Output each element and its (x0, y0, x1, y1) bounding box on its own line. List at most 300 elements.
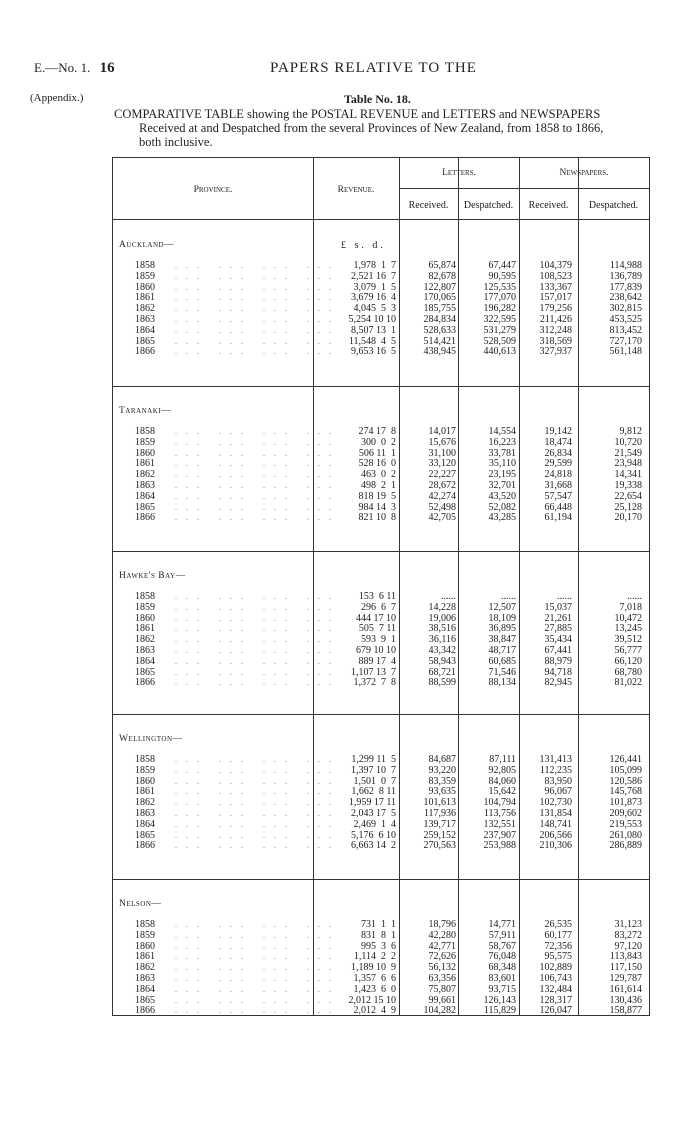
table-number: Table No. 18. (344, 92, 411, 106)
revenue-cell: 1,397 10 7 (351, 764, 396, 776)
letters-despatched-cell: 43,520 (488, 490, 516, 502)
letters-despatched-cell: 16,223 (488, 436, 516, 448)
news-received-cell: 133,367 (539, 281, 572, 293)
letters-received-cell: 14,017 (428, 426, 456, 437)
year-cell: 1858 (135, 260, 155, 271)
letters-despatched-cell: 32,701 (488, 480, 516, 491)
letters-received-cell: 15,676 (428, 436, 456, 448)
letters-despatched-cell: 87,111 (489, 754, 516, 765)
letters-despatched-cell: 528,509 (483, 335, 516, 347)
revenue-cell: 463 0 2 (361, 469, 396, 481)
news-despatched-cell: 105,099 (609, 764, 642, 776)
leader-dots: ... ... ... ... (175, 437, 340, 447)
news-despatched-cell: 13,245 (614, 623, 642, 635)
news-received-cell: 82,945 (544, 677, 572, 689)
letters-despatched-cell: 92,805 (488, 764, 516, 776)
news-despatched-cell: 126,441 (609, 754, 642, 765)
letters-despatched-cell: 14,554 (488, 426, 516, 437)
leader-dots: ... ... ... ... (175, 819, 340, 829)
revenue-cell: 3,679 16 4 (351, 292, 396, 304)
news-received-cell: 132,484 (539, 983, 572, 995)
leader-dots: ... ... ... ... (175, 1006, 340, 1016)
table-row (113, 603, 649, 614)
letters-received-cell: 84,687 (428, 754, 456, 765)
letters-received-cell: 93,220 (428, 764, 456, 776)
year-cell: 1861 (135, 786, 155, 798)
letters-despatched-cell: 115,829 (483, 1005, 516, 1017)
year-cell: 1866 (135, 512, 155, 524)
news-despatched-cell: 302,815 (609, 303, 642, 315)
leader-dots: ... ... ... ... (175, 635, 340, 645)
news-despatched-cell: 113,843 (609, 951, 642, 963)
letters-received-cell: 63,356 (428, 973, 456, 984)
table-row (113, 678, 649, 689)
letters-despatched-cell: 57,911 (488, 929, 516, 941)
letters-despatched-cell: 531,279 (483, 324, 516, 336)
letters-received-cell: 14,228 (428, 601, 456, 613)
leader-dots: ... ... ... ... (175, 974, 340, 983)
revenue-cell: 1,423 6 0 (353, 983, 396, 995)
news-despatched-cell: 727,170 (609, 335, 642, 347)
letters-received-cell: 38,516 (428, 623, 456, 635)
province-name: Auckland— (119, 240, 175, 250)
news-received-cell: 19,142 (544, 426, 572, 437)
news-received-cell: 102,730 (539, 797, 572, 809)
doc-ref: E.—No. 1. (34, 60, 91, 75)
caption-line-3: both inclusive. (139, 135, 213, 149)
year-cell: 1864 (135, 655, 155, 667)
news-received-cell: 106,743 (539, 973, 572, 984)
letters-despatched-cell: 322,595 (483, 314, 516, 325)
letters-received-cell: 170,065 (423, 292, 456, 304)
header-letters-received: Received. (408, 200, 449, 211)
letters-despatched-cell: 90,595 (488, 270, 516, 282)
news-despatched-cell: 114,988 (609, 260, 642, 271)
letters-despatched-cell: 237,907 (483, 829, 516, 841)
year-cell: 1866 (135, 840, 155, 852)
revenue-cell: 831 8 1 (361, 929, 396, 941)
letters-received-cell: 58,943 (428, 655, 456, 667)
news-received-cell: 35,434 (544, 634, 572, 646)
year-cell: 1861 (135, 458, 155, 470)
letters-received-cell: 72,626 (428, 951, 456, 963)
revenue-cell: 444 17 10 (356, 612, 396, 624)
leader-dots: ... ... ... ... (175, 830, 340, 840)
leader-dots: ... ... ... ... (175, 271, 340, 281)
year-cell: 1859 (135, 270, 155, 282)
revenue-cell: 2,043 17 5 (351, 808, 396, 819)
news-despatched-cell: 10,720 (614, 436, 642, 448)
leader-dots: ... ... ... ... (175, 776, 340, 786)
year-cell: 1864 (135, 818, 155, 830)
news-received-cell: 148,741 (539, 818, 572, 830)
letters-received-cell: 93,635 (428, 786, 456, 798)
leader-dots: ... ... ... ... (175, 602, 340, 612)
year-cell: 1862 (135, 303, 155, 315)
letters-despatched-cell: 76,048 (488, 951, 516, 963)
revenue-cell: 8,507 13 1 (351, 324, 396, 336)
revenue-cell: 2,012 4 9 (353, 1005, 396, 1017)
year-cell: 1860 (135, 612, 155, 624)
rule-header-bottom (113, 219, 649, 220)
letters-despatched-cell: 36,895 (488, 623, 516, 635)
letters-received-cell: 42,274 (428, 490, 456, 502)
letters-received-cell: 42,771 (428, 940, 456, 952)
letters-despatched-cell: 33,781 (488, 447, 516, 459)
revenue-cell: 1,299 11 5 (351, 754, 396, 765)
letters-despatched-cell: 196,282 (483, 303, 516, 315)
letters-received-cell: 56,132 (428, 962, 456, 974)
revenue-cell: 1,662 8 11 (351, 786, 396, 798)
news-received-cell: 318,569 (539, 335, 572, 347)
province-name: Wellington— (119, 734, 183, 744)
news-received-cell: 60,177 (544, 929, 572, 941)
revenue-cell: 1,189 10 9 (351, 962, 396, 974)
leader-dots: ... ... ... ... (175, 656, 340, 666)
doc-reference (34, 60, 115, 77)
year-cell: 1859 (135, 436, 155, 448)
news-despatched-cell: 161,614 (609, 983, 642, 995)
table-row (113, 347, 649, 358)
letters-despatched-cell: 104,794 (483, 797, 516, 809)
news-received-cell: 31,668 (544, 480, 572, 491)
news-despatched-cell: 56,777 (614, 645, 642, 656)
revenue-cell: 5,254 10 10 (348, 314, 396, 325)
year-cell: 1862 (135, 634, 155, 646)
year-cell: 1860 (135, 281, 155, 293)
news-despatched-cell: 177,839 (609, 281, 642, 293)
table-row (113, 1006, 649, 1017)
news-received-cell: 327,937 (539, 346, 572, 358)
news-despatched-cell: 25,128 (614, 501, 642, 513)
year-cell: 1860 (135, 775, 155, 787)
news-received-cell: 67,441 (544, 645, 572, 656)
year-cell: 1861 (135, 951, 155, 963)
revenue-cell: 889 17 4 (358, 655, 396, 667)
leader-dots: ... ... ... ... (175, 427, 340, 436)
leader-dots: ... ... ... ... (175, 809, 340, 818)
letters-despatched-cell: 35,110 (488, 458, 516, 470)
letters-received-cell: 82,678 (428, 270, 456, 282)
revenue-cell: 498 2 1 (361, 480, 396, 491)
year-cell: 1858 (135, 919, 155, 930)
letters-despatched-cell: 113,756 (483, 808, 516, 819)
news-despatched-cell: 120,586 (609, 775, 642, 787)
letters-received-cell: 22,227 (428, 469, 456, 481)
news-despatched-cell: 21,549 (614, 447, 642, 459)
news-despatched-cell: 31,123 (614, 919, 642, 930)
news-received-cell: 210,306 (539, 840, 572, 852)
units-label: £ s. d. (341, 240, 386, 251)
news-received-cell: 27,885 (544, 623, 572, 635)
appendix-label: (Appendix.) (30, 92, 84, 104)
leader-dots: ... ... ... ... (175, 336, 340, 346)
province-name: Nelson— (119, 899, 162, 909)
letters-received-cell: 99,661 (428, 994, 456, 1006)
leader-dots: ... ... ... ... (175, 613, 340, 623)
leader-dots: ... ... ... ... (175, 798, 340, 808)
running-title: PAPERS RELATIVE TO THE (270, 60, 477, 76)
news-despatched-cell: 9,812 (619, 426, 642, 437)
leader-dots: ... ... ... ... (175, 984, 340, 994)
letters-despatched-cell: 48,717 (488, 645, 516, 656)
year-cell: 1865 (135, 666, 155, 678)
year-cell: 1864 (135, 490, 155, 502)
letters-received-cell: 31,100 (428, 447, 456, 459)
year-cell: 1861 (135, 292, 155, 304)
rule-subheader (399, 188, 649, 189)
revenue-cell: 9,653 16 5 (351, 346, 396, 358)
news-received-cell: 29,599 (544, 458, 572, 470)
revenue-cell: 2,012 15 10 (348, 994, 396, 1006)
header-province: Province. (193, 185, 233, 195)
letters-despatched-cell: 440,613 (483, 346, 516, 358)
letters-despatched-cell: 15,642 (488, 786, 516, 798)
news-despatched-cell: 10,472 (614, 612, 642, 624)
letters-received-cell: 259,152 (423, 829, 456, 841)
letters-despatched-cell: 43,285 (488, 512, 516, 524)
letters-despatched-cell: 126,143 (483, 994, 516, 1006)
letters-despatched-cell: 67,447 (488, 260, 516, 271)
rule-section-3 (113, 714, 649, 715)
news-despatched-cell: ...... (627, 591, 642, 602)
letters-received-cell: 68,721 (428, 666, 456, 678)
revenue-cell: 1,959 17 11 (348, 797, 396, 809)
header-letters: Letters. (442, 168, 476, 178)
news-despatched-cell: 22,654 (614, 490, 642, 502)
news-despatched-cell: 7,018 (619, 601, 642, 613)
letters-received-cell: 101,613 (423, 797, 456, 809)
revenue-cell: 821 10 8 (358, 512, 396, 524)
letters-despatched-cell: 14,771 (488, 919, 516, 930)
leader-dots: ... ... ... ... (175, 470, 340, 480)
letters-received-cell: 19,006 (428, 612, 456, 624)
revenue-cell: 300 0 2 (361, 436, 396, 448)
letters-despatched-cell: 132,551 (483, 818, 516, 830)
letters-received-cell: 52,498 (428, 501, 456, 513)
leader-dots: ... ... ... ... (175, 448, 340, 458)
revenue-cell: 5,176 6 10 (351, 829, 396, 841)
letters-despatched-cell: 18,109 (488, 612, 516, 624)
letters-despatched-cell: 93,715 (488, 983, 516, 995)
news-despatched-cell: 97,120 (614, 940, 642, 952)
letters-received-cell: 88,599 (428, 677, 456, 689)
letters-despatched-cell: 125,535 (483, 281, 516, 293)
year-cell: 1860 (135, 940, 155, 952)
letters-received-cell: 117,936 (423, 808, 456, 819)
letters-despatched-cell: 177,070 (483, 292, 516, 304)
letters-despatched-cell: 68,348 (488, 962, 516, 974)
year-cell: 1866 (135, 1005, 155, 1017)
letters-despatched-cell: 23,195 (488, 469, 516, 481)
year-cell: 1858 (135, 426, 155, 437)
table-row (113, 820, 649, 831)
revenue-cell: 153 6 11 (358, 591, 396, 602)
revenue-cell: 505 7 11 (358, 623, 396, 635)
year-cell: 1858 (135, 591, 155, 602)
year-cell: 1862 (135, 469, 155, 481)
revenue-cell: 995 3 6 (361, 940, 396, 952)
revenue-cell: 2,521 16 7 (351, 270, 396, 282)
revenue-cell: 6,663 14 2 (351, 840, 396, 852)
leader-dots: ... ... ... ... (175, 325, 340, 335)
revenue-cell: 2,469 1 4 (353, 818, 396, 830)
news-received-cell: 131,413 (539, 754, 572, 765)
news-received-cell: 21,261 (544, 612, 572, 624)
news-received-cell: 26,834 (544, 447, 572, 459)
news-received-cell: 126,047 (539, 1005, 572, 1017)
table-row (113, 326, 649, 337)
news-received-cell: 15,037 (544, 601, 572, 613)
letters-despatched-cell: ...... (501, 591, 516, 602)
news-despatched-cell: 136,789 (609, 270, 642, 282)
letters-received-cell: 33,120 (428, 458, 456, 470)
table-row (113, 766, 649, 777)
letters-despatched-cell: 253,988 (483, 840, 516, 852)
letters-received-cell: ...... (441, 591, 456, 602)
news-despatched-cell: 130,436 (609, 994, 642, 1006)
year-cell: 1860 (135, 447, 155, 459)
news-received-cell: 88,979 (544, 655, 572, 667)
year-cell: 1863 (135, 808, 155, 819)
letters-received-cell: 438,945 (423, 346, 456, 358)
leader-dots: ... ... ... ... (175, 592, 340, 601)
leader-dots: ... ... ... ... (175, 841, 340, 851)
revenue-cell: 528 16 0 (358, 458, 396, 470)
news-received-cell: 72,356 (544, 940, 572, 952)
news-received-cell: 104,379 (539, 260, 572, 271)
revenue-cell: 1,107 13 7 (351, 666, 396, 678)
header-newspapers: Newspapers. (559, 168, 609, 178)
year-cell: 1862 (135, 962, 155, 974)
leader-dots: ... ... ... ... (175, 646, 340, 655)
news-despatched-cell: 219,553 (609, 818, 642, 830)
revenue-cell: 1,114 2 2 (353, 951, 396, 963)
news-despatched-cell: 561,148 (609, 346, 642, 358)
news-despatched-cell: 23,948 (614, 458, 642, 470)
page-number: 16 (99, 60, 115, 76)
leader-dots: ... ... ... ... (175, 624, 340, 634)
leader-dots: ... ... ... ... (175, 491, 340, 501)
leader-dots: ... ... ... ... (175, 513, 340, 523)
news-received-cell: 211,426 (539, 314, 572, 325)
leader-dots: ... ... ... ... (175, 963, 340, 973)
rule-section-1 (113, 386, 649, 387)
leader-dots: ... ... ... ... (175, 765, 340, 775)
news-received-cell: 57,547 (544, 490, 572, 502)
letters-received-cell: 270,563 (423, 840, 456, 852)
news-despatched-cell: 14,341 (614, 469, 642, 481)
rule-section-2 (113, 551, 649, 552)
news-received-cell: 102,889 (539, 962, 572, 974)
caption-line-1: COMPARATIVE TABLE showing the POSTAL REVENUE and LETTERS and NEWSPAPERS (114, 107, 601, 121)
year-cell: 1865 (135, 501, 155, 513)
news-despatched-cell: 39,512 (614, 634, 642, 646)
table-row (113, 272, 649, 283)
news-despatched-cell: 813,452 (609, 324, 642, 336)
letters-despatched-cell: 58,767 (488, 940, 516, 952)
news-despatched-cell: 238,642 (609, 292, 642, 304)
year-cell: 1865 (135, 335, 155, 347)
revenue-cell: 1,501 0 7 (353, 775, 396, 787)
table-row (113, 985, 649, 996)
news-received-cell: 26,535 (544, 919, 572, 930)
news-received-cell: 94,718 (544, 666, 572, 678)
news-despatched-cell: 129,787 (609, 973, 642, 984)
leader-dots: ... ... ... ... (175, 502, 340, 512)
letters-despatched-cell: 71,546 (488, 666, 516, 678)
news-despatched-cell: 83,272 (614, 929, 642, 941)
news-received-cell: 61,194 (544, 512, 572, 524)
news-despatched-cell: 101,873 (609, 797, 642, 809)
postal-table (112, 157, 650, 1016)
news-received-cell: 157,017 (539, 292, 572, 304)
year-cell: 1863 (135, 480, 155, 491)
revenue-cell: 11,548 4 5 (348, 335, 396, 347)
leader-dots: ... ... ... ... (175, 261, 340, 270)
leader-dots: ... ... ... ... (175, 667, 340, 677)
leader-dots: ... ... ... ... (175, 930, 340, 940)
year-cell: 1866 (135, 677, 155, 689)
header-news-despatched: Despatched. (588, 200, 639, 211)
province-name: Hawke's Bay— (119, 571, 186, 581)
news-despatched-cell: 261,080 (609, 829, 642, 841)
year-cell: 1865 (135, 994, 155, 1006)
revenue-cell: 3,079 1 5 (353, 281, 396, 293)
letters-despatched-cell: 38,847 (488, 634, 516, 646)
letters-received-cell: 528,633 (423, 324, 456, 336)
revenue-cell: 1,978 1 7 (353, 260, 396, 271)
leader-dots: ... ... ... ... (175, 952, 340, 962)
table-row (113, 513, 649, 524)
table-row (113, 438, 649, 449)
letters-received-cell: 42,280 (428, 929, 456, 941)
news-received-cell: 95,575 (544, 951, 572, 963)
revenue-cell: 984 14 3 (358, 501, 396, 513)
revenue-cell: 506 11 1 (358, 447, 396, 459)
news-despatched-cell: 20,170 (614, 512, 642, 524)
letters-received-cell: 514,421 (423, 335, 456, 347)
letters-despatched-cell: 12,507 (488, 601, 516, 613)
year-cell: 1864 (135, 324, 155, 336)
caption-line-2: Received at and Despatched from the several Provinces of New Zealand, from 1858 to 1866, (139, 121, 604, 135)
letters-received-cell: 18,796 (428, 919, 456, 930)
news-received-cell: 66,448 (544, 501, 572, 513)
news-despatched-cell: 66,120 (614, 655, 642, 667)
year-cell: 1861 (135, 623, 155, 635)
leader-dots: ... ... ... ... (175, 755, 340, 764)
revenue-cell: 296 6 7 (361, 601, 396, 613)
revenue-cell: 1,357 6 6 (353, 973, 396, 984)
header-revenue: Revenue. (337, 185, 375, 195)
letters-received-cell: 43,342 (428, 645, 456, 656)
news-received-cell: 131,854 (539, 808, 572, 819)
news-received-cell: 83,950 (544, 775, 572, 787)
letters-received-cell: 139,717 (423, 818, 456, 830)
news-despatched-cell: 19,338 (614, 480, 642, 491)
news-despatched-cell: 81,022 (614, 677, 642, 689)
year-cell: 1865 (135, 829, 155, 841)
news-despatched-cell: 286,889 (609, 840, 642, 852)
year-cell: 1859 (135, 764, 155, 776)
news-received-cell: 206,566 (539, 829, 572, 841)
letters-received-cell: 104,282 (423, 1005, 456, 1017)
leader-dots: ... ... ... ... (175, 304, 340, 314)
news-despatched-cell: 68,780 (614, 666, 642, 678)
leader-dots: ... ... ... ... (175, 995, 340, 1005)
letters-received-cell: 75,807 (428, 983, 456, 995)
year-cell: 1864 (135, 983, 155, 995)
